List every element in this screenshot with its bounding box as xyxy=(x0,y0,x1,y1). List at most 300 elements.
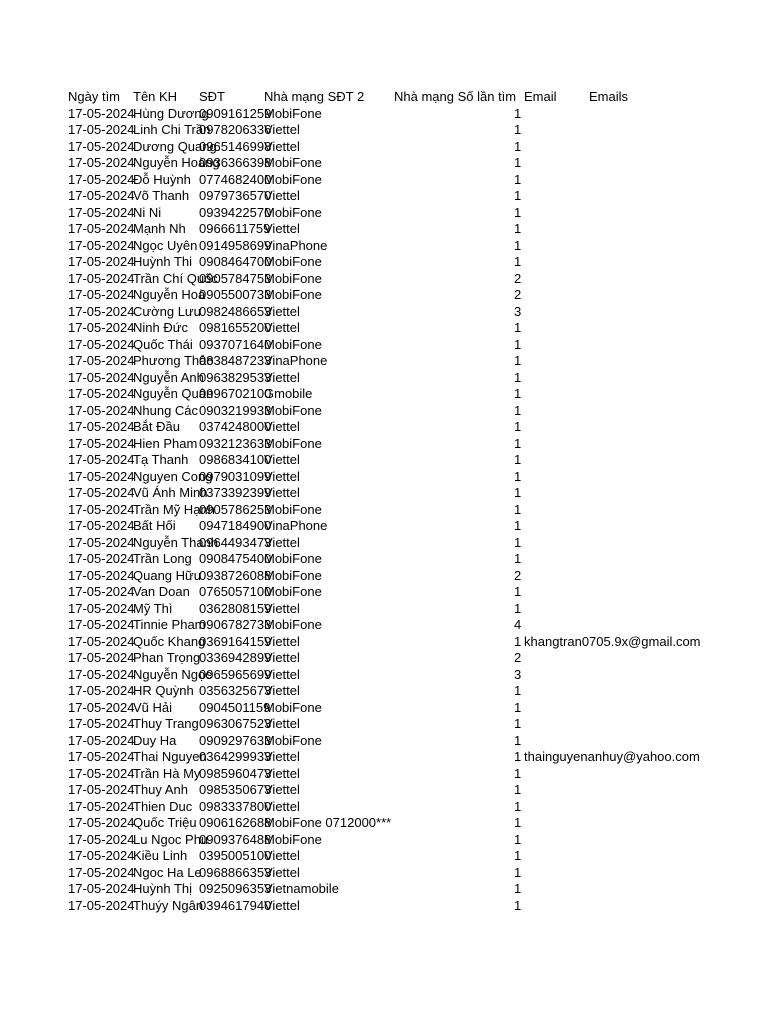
header-name[interactable]: Tên KH xyxy=(133,89,178,104)
cell-count[interactable]: 1 xyxy=(514,336,522,352)
cell-network[interactable]: Viettel xyxy=(264,188,300,203)
cell-count[interactable]: 4 xyxy=(514,617,522,632)
cell-network[interactable]: MobiFone xyxy=(264,435,322,451)
cell-network[interactable]: MobiFone xyxy=(264,617,322,632)
cell-phone[interactable]: 0906162688 xyxy=(199,815,272,830)
cell-count[interactable]: 1 xyxy=(514,188,522,203)
cell-network[interactable]: MobiFone xyxy=(264,831,322,847)
cell-date[interactable]: 17-05-2024 xyxy=(68,254,135,269)
cell-phone[interactable]: 0905786253 xyxy=(199,501,272,517)
table-row xyxy=(68,584,668,601)
cell-name[interactable]: Van Doan xyxy=(133,584,190,599)
cell-phone[interactable]: 0979031099 xyxy=(199,468,272,484)
cell-network[interactable]: Viettel xyxy=(264,749,300,764)
cell-name[interactable]: Dương Quang xyxy=(133,138,217,154)
table-row xyxy=(68,848,668,865)
table-row xyxy=(68,155,668,172)
cell-network[interactable]: VinaPhone xyxy=(264,518,328,533)
table-row xyxy=(68,865,668,882)
cell-email[interactable]: khangtran0705.9x@gmail.com xyxy=(524,633,701,649)
cell-phone[interactable]: 0908475400 xyxy=(199,551,272,566)
table-row xyxy=(68,799,668,816)
cell-name[interactable]: Thien Duc xyxy=(133,798,193,814)
cell-count[interactable]: 1 xyxy=(514,468,522,484)
cell-phone[interactable]: 0908464700 xyxy=(199,254,272,269)
cell-network[interactable]: MobiFone xyxy=(264,270,322,286)
cell-date[interactable]: 17-05-2024 xyxy=(68,138,135,154)
cell-network[interactable]: Viettel xyxy=(264,683,300,698)
cell-date[interactable]: 17-05-2024 xyxy=(68,782,135,797)
cell-name[interactable]: Phương Thảo xyxy=(133,353,214,368)
cell-count[interactable]: 1 xyxy=(514,353,522,368)
cell-network[interactable]: Viettel xyxy=(264,303,300,319)
cell-phone[interactable]: 0937071640 xyxy=(199,336,272,352)
table-row xyxy=(68,320,668,337)
cell-phone[interactable]: 0968866353 xyxy=(199,864,272,880)
cell-count[interactable]: 1 xyxy=(514,831,522,847)
cell-name[interactable]: Tinnie Pham xyxy=(133,617,206,632)
table-row xyxy=(68,238,668,255)
cell-date[interactable]: 17-05-2024 xyxy=(68,221,135,236)
table-row xyxy=(68,370,668,387)
cell-count[interactable]: 1 xyxy=(514,518,522,533)
cell-name[interactable]: Thuy Anh xyxy=(133,782,188,797)
cell-count[interactable]: 1 xyxy=(514,155,522,170)
cell-count[interactable]: 1 xyxy=(514,897,522,913)
cell-date[interactable]: 17-05-2024 xyxy=(68,105,135,121)
cell-name[interactable]: Nguyen Cong xyxy=(133,468,213,484)
table-row xyxy=(68,518,668,535)
cell-count[interactable]: 1 xyxy=(514,683,522,698)
cell-network[interactable]: Viettel xyxy=(264,716,300,731)
cell-name[interactable]: Võ Thanh xyxy=(133,188,190,203)
cell-name[interactable]: Tạ Thanh xyxy=(133,452,189,467)
cell-date[interactable]: 17-05-2024 xyxy=(68,617,135,632)
cell-network[interactable]: Viettel xyxy=(264,468,300,484)
cell-phone[interactable]: 0774682400 xyxy=(199,171,272,187)
cell-date[interactable]: 17-05-2024 xyxy=(68,287,135,302)
table-row xyxy=(68,386,668,403)
table-row xyxy=(68,106,668,123)
cell-name[interactable]: Quốc Triệu xyxy=(133,815,197,830)
cell-date[interactable]: 17-05-2024 xyxy=(68,369,135,385)
cell-date[interactable]: 17-05-2024 xyxy=(68,485,135,500)
cell-count[interactable]: 1 xyxy=(514,534,522,550)
cell-network[interactable]: MobiFone xyxy=(264,699,322,715)
cell-count[interactable]: 1 xyxy=(514,369,522,385)
cell-phone[interactable]: 0936366398 xyxy=(199,155,272,170)
table-row xyxy=(68,139,668,156)
cell-network[interactable]: Viettel xyxy=(264,138,300,154)
cell-phone[interactable]: 0932123633 xyxy=(199,435,272,451)
cell-date[interactable]: 17-05-2024 xyxy=(68,353,135,368)
cell-name[interactable]: Trần Mỹ Hạnh xyxy=(133,501,215,517)
table-row xyxy=(68,485,668,502)
cell-count[interactable]: 1 xyxy=(514,633,522,649)
table-row xyxy=(68,617,668,634)
cell-count[interactable]: 1 xyxy=(514,848,522,863)
table-row xyxy=(68,601,668,618)
cell-name[interactable]: Ninh Đức xyxy=(133,320,188,335)
cell-date[interactable]: 17-05-2024 xyxy=(68,435,135,451)
table-row xyxy=(68,700,668,717)
cell-name[interactable]: Quang Hữu xyxy=(133,567,201,583)
cell-count[interactable]: 1 xyxy=(514,600,522,616)
cell-date[interactable]: 17-05-2024 xyxy=(68,204,135,220)
cell-name[interactable]: Quốc Khang xyxy=(133,633,206,649)
cell-date[interactable]: 17-05-2024 xyxy=(68,881,135,896)
cell-date[interactable]: 17-05-2024 xyxy=(68,584,135,599)
cell-name[interactable]: HR Quỳnh xyxy=(133,683,194,698)
header-network-phone2[interactable]: Nhà mạng SĐT 2 xyxy=(264,89,365,104)
cell-network[interactable]: Viettel xyxy=(264,864,300,880)
cell-date[interactable]: 17-05-2024 xyxy=(68,171,135,187)
cell-count[interactable]: 1 xyxy=(514,485,522,500)
table-row xyxy=(68,436,668,453)
cell-date[interactable]: 17-05-2024 xyxy=(68,600,135,616)
cell-phone[interactable]: 0963067523 xyxy=(199,716,272,731)
cell-date[interactable]: 17-05-2024 xyxy=(68,320,135,335)
cell-date[interactable]: 17-05-2024 xyxy=(68,270,135,286)
cell-phone[interactable]: 0925096353 xyxy=(199,881,272,896)
cell-name[interactable]: Nhung Các xyxy=(133,402,199,418)
cell-network[interactable]: Viettel xyxy=(264,485,300,500)
table-row xyxy=(68,650,668,667)
table-row xyxy=(68,403,668,420)
cell-count[interactable]: 1 xyxy=(514,732,522,748)
cell-network[interactable]: Viettel xyxy=(264,848,300,863)
cell-network[interactable]: Viettel xyxy=(264,765,300,781)
cell-network[interactable]: Viettel xyxy=(264,650,300,665)
cell-date[interactable]: 17-05-2024 xyxy=(68,765,135,781)
cell-date[interactable]: 17-05-2024 xyxy=(68,419,135,434)
spreadsheet xyxy=(68,89,701,914)
cell-count[interactable]: 1 xyxy=(514,237,522,253)
cell-count[interactable]: 1 xyxy=(514,105,522,121)
cell-name[interactable]: Bất Hối xyxy=(133,518,176,533)
cell-date[interactable]: 17-05-2024 xyxy=(68,897,135,913)
cell-network[interactable]: Viettel xyxy=(264,897,300,913)
cell-count[interactable]: 1 xyxy=(514,435,522,451)
cell-name[interactable]: Nguyễn Anh xyxy=(133,369,204,385)
cell-date[interactable]: 17-05-2024 xyxy=(68,518,135,533)
cell-phone[interactable]: 0905500733 xyxy=(199,287,272,302)
cell-name[interactable]: Thuýy Ngân xyxy=(133,897,204,913)
cell-phone[interactable]: 0982486653 xyxy=(199,303,272,319)
cell-name[interactable]: Mạnh Nh xyxy=(133,221,186,236)
cell-phone[interactable]: 0356325673 xyxy=(199,683,272,698)
cell-name[interactable]: Trần Chí Quốc xyxy=(133,270,218,286)
cell-date[interactable]: 17-05-2024 xyxy=(68,155,135,170)
cell-count[interactable]: 1 xyxy=(514,501,522,517)
cell-count[interactable]: 1 xyxy=(514,798,522,814)
cell-network[interactable]: MobiFone xyxy=(264,204,322,220)
cell-date[interactable]: 17-05-2024 xyxy=(68,567,135,583)
cell-date[interactable]: 17-05-2024 xyxy=(68,798,135,814)
cell-name[interactable]: Nguyễn Hoà xyxy=(133,287,206,302)
cell-name[interactable]: Nguyễn Thanh xyxy=(133,534,219,550)
cell-network[interactable]: MobiFone xyxy=(264,155,322,170)
cell-count[interactable]: 1 xyxy=(514,782,522,797)
cell-name[interactable]: Hùng Dương xyxy=(133,105,209,121)
cell-date[interactable]: 17-05-2024 xyxy=(68,303,135,319)
cell-count[interactable]: 1 xyxy=(514,221,522,236)
cell-phone[interactable]: 0983337800 xyxy=(199,798,272,814)
table-row xyxy=(68,568,668,585)
cell-name[interactable]: Vũ Ánh Minh xyxy=(133,485,208,500)
cell-phone[interactable]: 0939422570 xyxy=(199,204,272,220)
cell-network[interactable]: MobiFone xyxy=(264,171,322,187)
table-row xyxy=(68,551,668,568)
cell-count[interactable]: 1 xyxy=(514,171,522,187)
cell-network[interactable]: Viettel xyxy=(264,221,300,236)
cell-phone[interactable]: 0909297633 xyxy=(199,732,272,748)
table-row xyxy=(68,254,668,271)
cell-email[interactable]: thainguyenanhuy@yahoo.com xyxy=(524,749,700,764)
cell-date[interactable]: 17-05-2024 xyxy=(68,534,135,550)
cell-phone[interactable]: 0909376488 xyxy=(199,831,272,847)
cell-network[interactable]: Viettel xyxy=(264,633,300,649)
cell-network[interactable]: VinaPhone xyxy=(264,353,328,368)
cell-name[interactable]: Vũ Hải xyxy=(133,699,173,715)
cell-phone[interactable]: 0938726088 xyxy=(199,567,272,583)
cell-phone[interactable]: 0981655200 xyxy=(199,320,272,335)
cell-phone[interactable]: 0947184900 xyxy=(199,518,272,533)
cell-name[interactable]: Trần Hà My xyxy=(133,765,201,781)
cell-date[interactable]: 17-05-2024 xyxy=(68,402,135,418)
cell-name[interactable]: Lu Ngoc Phu xyxy=(133,831,209,847)
cell-count[interactable]: 1 xyxy=(514,254,522,269)
cell-network[interactable]: MobiFone xyxy=(264,567,322,583)
cell-network[interactable]: MobiFone xyxy=(264,336,322,352)
cell-count[interactable]: 1 xyxy=(514,699,522,715)
cell-phone[interactable]: 0394617940 xyxy=(199,897,272,913)
cell-phone[interactable]: 0838487233 xyxy=(199,353,272,368)
cell-count[interactable]: 1 xyxy=(514,881,522,896)
cell-name[interactable]: Nguyễn Quân xyxy=(133,386,214,401)
cell-date[interactable]: 17-05-2024 xyxy=(68,336,135,352)
cell-phone[interactable]: 0978206336 xyxy=(199,122,272,137)
cell-phone[interactable]: 0986834100 xyxy=(199,452,272,467)
cell-count[interactable]: 1 xyxy=(514,386,522,401)
table-row xyxy=(68,337,668,354)
cell-phone[interactable]: 0965965699 xyxy=(199,666,272,682)
cell-date[interactable]: 17-05-2024 xyxy=(68,650,135,665)
cell-network[interactable]: MobiFone xyxy=(264,584,322,599)
cell-network[interactable]: MobiFone xyxy=(264,551,322,566)
cell-date[interactable]: 17-05-2024 xyxy=(68,633,135,649)
cell-count[interactable]: 2 xyxy=(514,270,522,286)
cell-network[interactable]: MobiFone xyxy=(264,254,322,269)
cell-name[interactable]: Linh Chi Trần xyxy=(133,122,211,137)
cell-name[interactable]: Ni Ni xyxy=(133,204,162,220)
table-row xyxy=(68,205,668,222)
cell-name[interactable]: Ngoc Ha Le xyxy=(133,864,202,880)
table-row xyxy=(68,122,668,139)
cell-phone[interactable]: 0963829533 xyxy=(199,369,272,385)
cell-count[interactable]: 1 xyxy=(514,584,522,599)
cell-network[interactable]: Vietnamobile xyxy=(264,881,339,896)
cell-network[interactable]: VinaPhone xyxy=(264,237,328,253)
cell-count[interactable]: 1 xyxy=(514,864,522,880)
cell-count[interactable]: 1 xyxy=(514,765,522,781)
cell-network[interactable]: MobiFone xyxy=(264,402,322,418)
data-rows xyxy=(68,105,701,915)
cell-network[interactable]: Viettel xyxy=(264,666,300,682)
cell-name[interactable]: Nguyễn Ngọc xyxy=(133,666,212,682)
header-phone[interactable]: SĐT xyxy=(199,89,225,104)
cell-phone[interactable]: 0985350673 xyxy=(199,782,272,797)
cell-date[interactable]: 17-05-2024 xyxy=(68,815,135,830)
cell-count[interactable]: 1 xyxy=(514,749,522,764)
cell-phone[interactable]: 0395005100 xyxy=(199,848,272,863)
table-row xyxy=(68,172,668,189)
cell-date[interactable]: 17-05-2024 xyxy=(68,468,135,484)
cell-count[interactable]: 2 xyxy=(514,567,522,583)
cell-name[interactable]: Thai Nguyen xyxy=(133,749,207,764)
table-row xyxy=(68,667,668,684)
cell-network[interactable]: Viettel xyxy=(264,782,300,797)
cell-name[interactable]: Quốc Thái xyxy=(133,336,193,352)
cell-name[interactable]: Trần Long xyxy=(133,551,192,566)
cell-count[interactable]: 1 xyxy=(514,815,522,830)
cell-phone[interactable]: 0979736570 xyxy=(199,188,272,203)
cell-network[interactable]: Viettel xyxy=(264,369,300,385)
table-row xyxy=(68,419,668,436)
cell-phone[interactable]: 0964493473 xyxy=(199,534,272,550)
cell-date[interactable]: 17-05-2024 xyxy=(68,716,135,731)
cell-date[interactable]: 17-05-2024 xyxy=(68,683,135,698)
table-row xyxy=(68,353,668,370)
cell-phone[interactable]: 0903219933 xyxy=(199,402,272,418)
cell-count[interactable]: 1 xyxy=(514,716,522,731)
cell-count[interactable]: 1 xyxy=(514,320,522,335)
cell-phone[interactable]: 0373392399 xyxy=(199,485,272,500)
cell-network[interactable]: Viettel xyxy=(264,600,300,616)
cell-phone[interactable]: 0906782733 xyxy=(199,617,272,632)
table-row xyxy=(68,221,668,238)
cell-phone[interactable]: 0985960473 xyxy=(199,765,272,781)
cell-name[interactable]: Thuy Trang xyxy=(133,716,199,731)
cell-name[interactable]: Huỳnh Thị xyxy=(133,881,193,896)
cell-network[interactable]: MobiFone xyxy=(264,287,322,302)
cell-count[interactable]: 1 xyxy=(514,551,522,566)
cell-network[interactable]: Gmobile xyxy=(264,386,313,401)
header-row xyxy=(68,89,668,106)
cell-name[interactable]: Mỹ Thì xyxy=(133,600,173,616)
cell-date[interactable]: 17-05-2024 xyxy=(68,452,135,467)
cell-phone[interactable]: 0364299933 xyxy=(199,749,272,764)
cell-date[interactable]: 17-05-2024 xyxy=(68,831,135,847)
table-row xyxy=(68,766,668,783)
cell-date[interactable]: 17-05-2024 xyxy=(68,386,135,401)
cell-phone[interactable]: 0765057100 xyxy=(199,584,272,599)
cell-phone[interactable]: 0905784753 xyxy=(199,270,272,286)
cell-phone[interactable]: 0909161259 xyxy=(199,105,272,121)
table-row xyxy=(68,782,668,799)
cell-name[interactable]: Duy Ha xyxy=(133,732,177,748)
table-row xyxy=(68,304,668,321)
cell-name[interactable]: Phan Trọng xyxy=(133,650,201,665)
cell-name[interactable]: Hien Pham xyxy=(133,435,198,451)
cell-count[interactable]: 3 xyxy=(514,666,522,682)
cell-count[interactable]: 1 xyxy=(514,204,522,220)
table-row xyxy=(68,633,701,651)
cell-network[interactable]: Viettel xyxy=(264,452,300,467)
cell-phone[interactable]: 0966611759 xyxy=(199,221,271,236)
cell-date[interactable]: 17-05-2024 xyxy=(68,551,135,566)
table-row xyxy=(68,749,700,766)
cell-phone[interactable]: 0374248000 xyxy=(199,419,272,434)
table-row xyxy=(68,469,668,486)
header-emails[interactable]: Emails xyxy=(589,89,629,104)
header-network-count[interactable]: Nhà mạng Số lần tìm xyxy=(394,89,517,104)
cell-network[interactable]: MobiFone xyxy=(264,732,322,748)
cell-network[interactable]: Viettel xyxy=(264,798,300,814)
cell-date[interactable]: 17-05-2024 xyxy=(68,501,135,517)
cell-name[interactable]: Đỗ Huỳnh xyxy=(133,171,191,187)
cell-date[interactable]: 17-05-2024 xyxy=(68,848,135,863)
cell-phone[interactable]: 0369164159 xyxy=(199,633,272,649)
table-row xyxy=(68,502,668,519)
cell-date[interactable]: 17-05-2024 xyxy=(68,122,135,137)
cell-date[interactable]: 17-05-2024 xyxy=(68,666,135,682)
cell-name[interactable]: Nguyễn Hoàng xyxy=(133,155,220,170)
cell-date[interactable]: 17-05-2024 xyxy=(68,732,135,748)
cell-count[interactable]: 1 xyxy=(514,138,522,154)
cell-count[interactable]: 1 xyxy=(514,122,522,137)
cell-phone[interactable]: 0362808159 xyxy=(199,600,272,616)
cell-name[interactable]: Kiều Linh xyxy=(133,848,188,863)
cell-phone[interactable]: 0914958699 xyxy=(199,237,272,253)
cell-date[interactable]: 17-05-2024 xyxy=(68,749,135,764)
cell-network[interactable]: Viettel xyxy=(264,534,300,550)
cell-name[interactable]: Ngọc Uyên xyxy=(133,237,198,253)
table-row xyxy=(68,898,668,915)
cell-phone[interactable]: 0336942899 xyxy=(199,650,272,665)
header-date[interactable]: Ngày tìm xyxy=(68,89,121,104)
table-row xyxy=(68,683,668,700)
cell-network[interactable]: Viettel xyxy=(264,122,300,137)
cell-date[interactable]: 17-05-2024 xyxy=(68,699,135,715)
cell-network[interactable]: Viettel xyxy=(264,320,300,335)
cell-network[interactable]: MobiFone xyxy=(264,105,322,121)
cell-date[interactable]: 17-05-2024 xyxy=(68,188,135,203)
cell-count[interactable]: 1 xyxy=(514,402,522,418)
table-row xyxy=(68,287,668,304)
cell-network[interactable]: Viettel xyxy=(264,419,300,434)
cell-phone[interactable]: 0904501159 xyxy=(199,699,271,715)
cell-phone[interactable]: 0965146998 xyxy=(199,138,272,154)
cell-network[interactable]: MobiFone 0712000*** xyxy=(264,815,392,830)
table-row xyxy=(68,815,668,832)
table-row xyxy=(68,452,668,469)
cell-name[interactable]: Cường Lưu xyxy=(133,303,201,319)
cell-phone[interactable]: 0996702100 xyxy=(199,386,272,401)
cell-name[interactable]: Bắt Đầu xyxy=(133,419,180,434)
cell-network[interactable]: MobiFone xyxy=(264,501,322,517)
cell-count[interactable]: 3 xyxy=(514,303,522,319)
table-row xyxy=(68,188,668,205)
cell-count[interactable]: 1 xyxy=(514,452,522,467)
header-email[interactable]: Email xyxy=(524,89,557,104)
cell-name[interactable]: Huỳnh Thi xyxy=(133,254,193,269)
cell-date[interactable]: 17-05-2024 xyxy=(68,237,135,253)
cell-count[interactable]: 1 xyxy=(514,419,522,434)
cell-count[interactable]: 2 xyxy=(514,287,522,302)
cell-count[interactable]: 2 xyxy=(514,650,522,665)
cell-date[interactable]: 17-05-2024 xyxy=(68,864,135,880)
